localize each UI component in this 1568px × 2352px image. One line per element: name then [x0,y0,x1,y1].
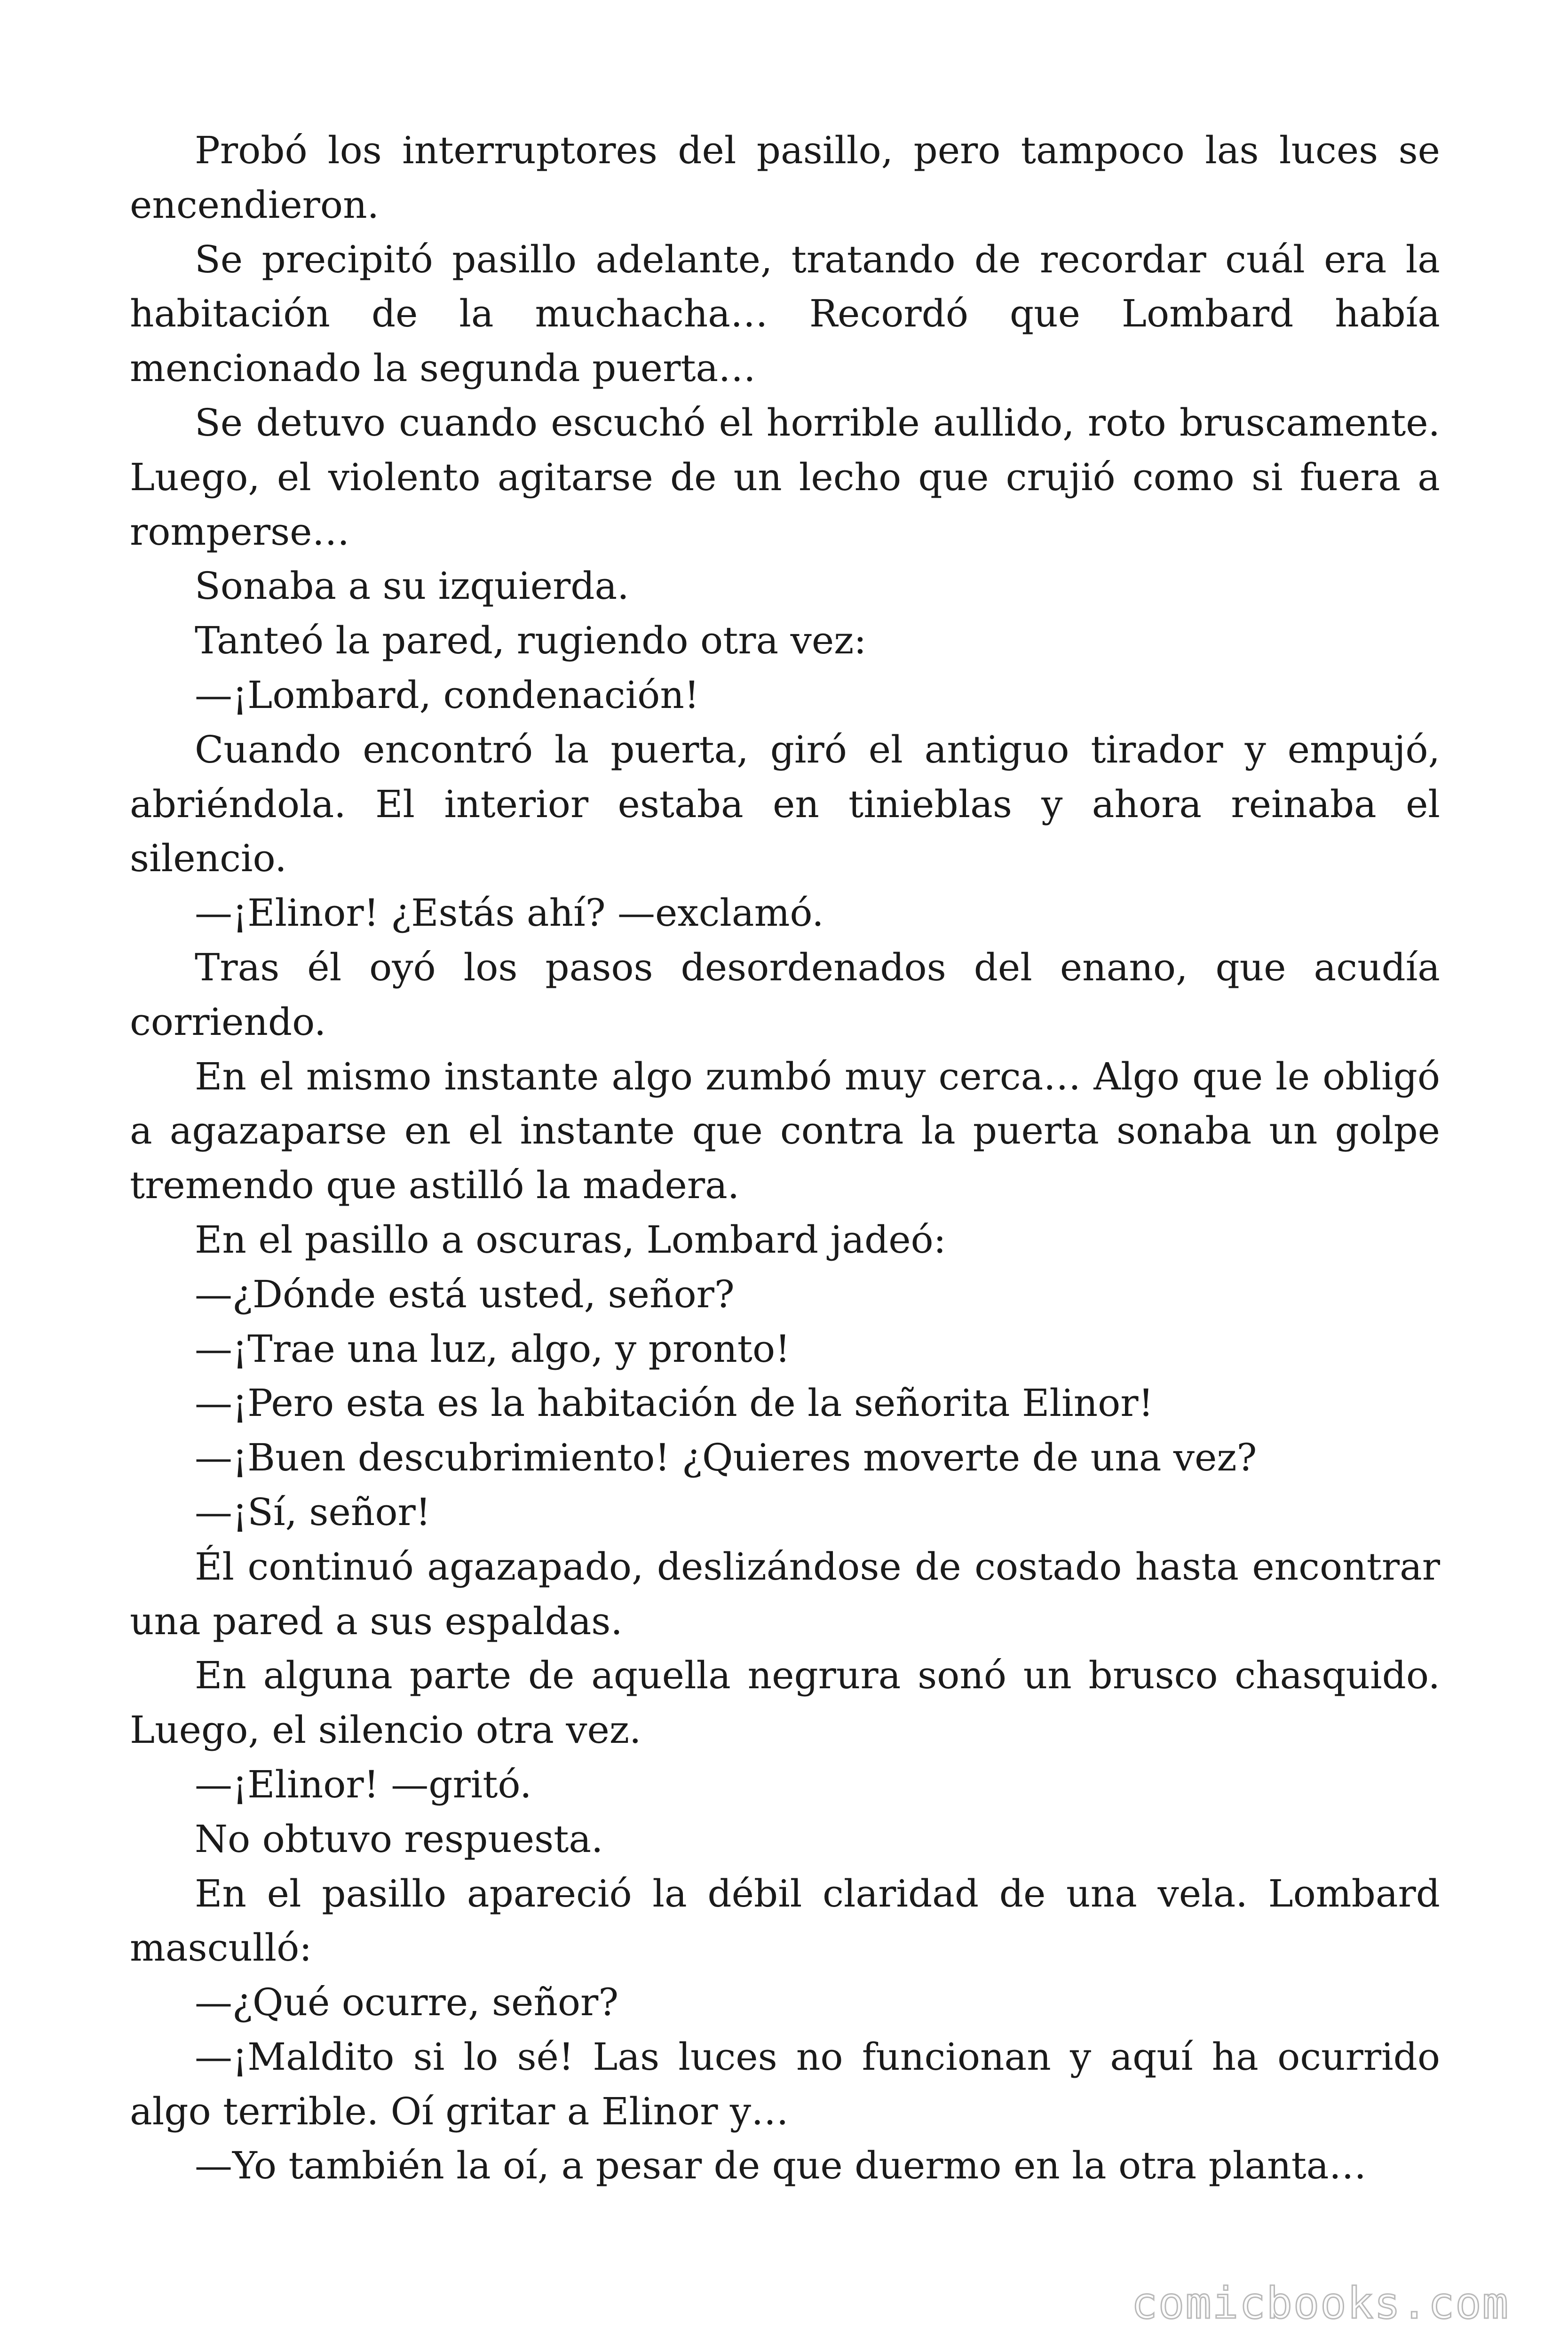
paragraph: —¿Dónde está usted, señor? [195,1272,735,1316]
paragraph: Cuando encontró la puerta, giró el antiguo tirador y empujó, abriéndola. El interior estaba en tinieblas y ahora reinaba el silencio. [130,727,1440,881]
paragraph: —¡Elinor! ¿Estás ahí? —exclamó. [195,891,824,935]
paragraph: Sonaba a su izquierda. [195,564,629,608]
paragraph: En alguna parte de aquella negrura sonó un brusco chasquido. Luego, el silencio otra vez. [130,1653,1440,1752]
paragraph: Tras él oyó los pasos desordenados del enano, que acudía corriendo. [130,945,1440,1044]
paragraph: En el pasillo a oscuras, Lombard jadeó: [195,1217,946,1262]
paragraph: —¡Trae una luz, algo, y pronto! [195,1327,791,1371]
paragraph: —¡Buen descubrimiento! ¿Quieres moverte de una vez? [195,1436,1257,1480]
paragraph: En el mismo instante algo zumbó muy cerca… Algo que le obligó a agazaparse en el instante que contra la puerta sonaba un golpe tremendo que astilló la madera. [130,1054,1440,1208]
paragraph: En el pasillo apareció la débil claridad de una vela. Lombard masculló: [130,1871,1440,1970]
watermark: comicbooks.com [1131,2278,1509,2328]
paragraph: Se detuvo cuando escuchó el horrible aullido, roto bruscamente. Luego, el violento agitarse de un lecho que crujió como si fuera a romperse… [130,400,1440,554]
paragraph: No obtuvo respuesta. [195,1817,603,1861]
paragraph: —¿Qué ocurre, señor? [195,1980,619,2025]
paragraph: Se precipitó pasillo adelante, tratando de recordar cuál era la habitación de la muchacha… Recordó que Lombard había mencionado la segunda puerta… [130,237,1440,390]
paragraph: —¡Elinor! —gritó. [195,1762,532,1806]
paragraph: —¡Pero esta es la habitación de la señorita Elinor! [195,1381,1154,1425]
paragraph: —Yo también la oí, a pesar de que duermo en la otra planta… [195,2144,1367,2188]
paragraph: Probó los interruptores del pasillo, pero tampoco las luces se encendieron. [130,128,1440,227]
paragraph: —¡Sí, señor! [195,1490,431,1534]
paragraph: Tanteó la pared, rugiendo otra vez: [195,619,867,663]
paragraph: Él continuó agazapado, deslizándose de costado hasta encontrar una pared a sus espaldas. [130,1544,1440,1643]
paragraph: —¡Lombard, condenación! [195,673,700,717]
paragraph: —¡Maldito si lo sé! Las luces no funcionan y aquí ha ocurrido algo terrible. Oí gritar a Elinor y… [130,2034,1440,2133]
body-text [130,123,1440,2193]
